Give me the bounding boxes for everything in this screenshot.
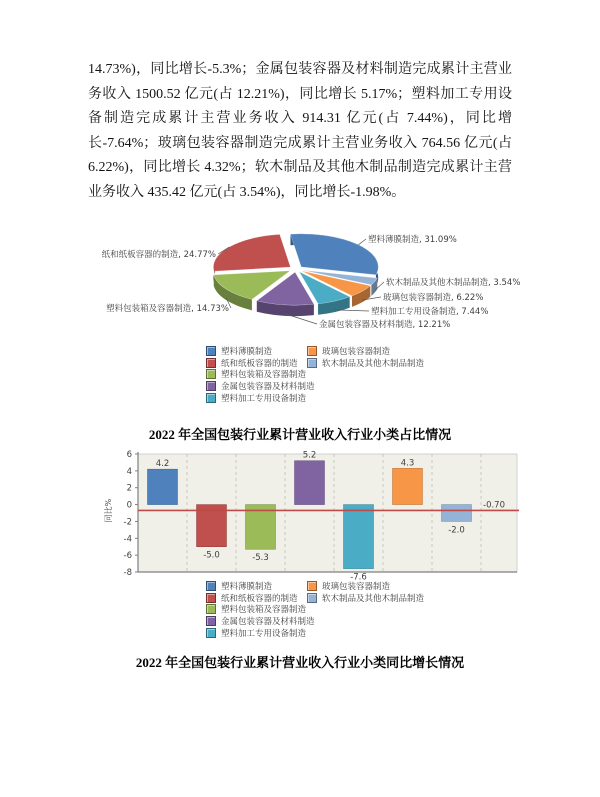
pie-slice (213, 234, 290, 271)
legend-item (206, 392, 315, 404)
y-tick-label: -6 (123, 551, 132, 562)
legend-swatch (206, 628, 216, 638)
y-tick-label: 2 (126, 483, 132, 494)
legend-swatch (206, 393, 216, 403)
legend-swatch (206, 581, 216, 591)
bar-value-label: -2.0 (448, 525, 465, 536)
legend-label: 塑料包装箱及容器制造 (221, 370, 307, 381)
legend-swatch (307, 581, 317, 591)
reference-line-label: -0.70 (483, 500, 505, 511)
legend-item (206, 627, 315, 639)
legend-swatch (307, 593, 317, 603)
pie-chart (85, 212, 540, 347)
legend-swatch (206, 604, 216, 614)
legend-swatch (206, 593, 216, 603)
legend-label: 软木制品及其他木制品制造 (322, 593, 425, 604)
bar-value-label: -5.3 (252, 553, 269, 564)
legend-label: 软木制品及其他木制品制造 (322, 358, 425, 369)
pie-legend-col-1 (206, 345, 315, 403)
bar-chart (100, 446, 520, 586)
legend-label: 金属包装容器及材料制造 (221, 616, 315, 627)
pie-slice-label: 塑料包装箱及容器制造, 14.73% (106, 304, 229, 314)
legend-swatch (206, 358, 216, 368)
bar (148, 469, 178, 504)
legend-item (307, 357, 424, 369)
legend-label: 塑料包装箱及容器制造 (221, 605, 307, 616)
pie-chart-caption: 2022 年全国包装行业累计营业收入行业小类占比情况 (148, 427, 452, 442)
legend-item (307, 580, 424, 592)
pie-slice-label: 塑料薄膜制造, 31.09% (368, 235, 457, 245)
legend-item (206, 345, 315, 357)
legend-label: 纸和纸板容器的制造 (221, 593, 298, 604)
pie-slice-label: 塑料加工专用设备制造, 7.44% (371, 307, 489, 317)
pie-slice-label: 软木制品及其他木制品制造, 3.54% (386, 278, 521, 288)
body-paragraph: 14.73%)，同比增长-5.3%；金属包装容器及材料制造完成累计主营业务收入 1500.52 亿元(占 12.21%)，同比增长 5.17%；塑料加工专用设备制造完成累计主营业务收入 914.31 亿元(占 7.44%)，同比增长-7.64%；玻璃包装容器制造完成累计主营业务收入 764.56 亿元(占 6.22%)，同比增长 4.32%；软木制品及其他木制品制造完成累计主营业务收入 435.42 亿元(占 3.54%)，同比增长-1.98%。 (88, 62, 512, 200)
y-tick-label: 4 (126, 466, 132, 477)
pie-label-leader (358, 239, 366, 245)
legend-label: 塑料加工专用设备制造 (221, 393, 307, 404)
pie-slice-label: 纸和纸板容器的制造, 24.77% (101, 250, 216, 260)
y-tick-label: 6 (126, 450, 132, 460)
y-axis-title: 同比% (104, 498, 113, 523)
bar (442, 505, 472, 522)
bar (246, 505, 276, 550)
legend-swatch (307, 346, 317, 356)
bar-value-label: 4.2 (155, 459, 170, 470)
legend-item (206, 592, 315, 604)
legend-item (206, 615, 315, 627)
bar-value-label: 5.2 (302, 450, 317, 461)
legend-swatch (206, 616, 216, 626)
bar-chart-caption: 2022 年全国包装行业累计营业收入行业小类同比增长情况 (135, 655, 465, 670)
legend-swatch (206, 381, 216, 391)
legend-item (206, 603, 315, 615)
bar-legend-col-2 (307, 580, 424, 603)
legend-label: 塑料加工专用设备制造 (221, 628, 307, 639)
legend-swatch (307, 358, 317, 368)
bar-value-label: -5.0 (203, 550, 220, 561)
bar (393, 468, 423, 504)
bar-value-label: -7.6 (350, 572, 367, 583)
legend-item (206, 357, 315, 369)
pie-legend-col-2 (307, 345, 424, 368)
y-tick-label: -4 (123, 534, 132, 545)
bar-value-label: 4.3 (400, 458, 415, 469)
pie-slice-label: 金属包装容器及材料制造, 12.21% (319, 320, 451, 330)
y-tick-label: 0 (126, 500, 132, 511)
legend-label: 玻璃包装容器制造 (322, 346, 391, 357)
bar (295, 461, 325, 505)
legend-item (307, 592, 424, 604)
y-tick-label: -8 (123, 568, 132, 578)
legend-swatch (206, 369, 216, 379)
legend-label: 纸和纸板容器的制造 (221, 358, 298, 369)
pie-slice-label: 玻璃包装容器制造, 6.22% (383, 293, 484, 303)
legend-item (206, 368, 315, 380)
legend-label: 塑料薄膜制造 (221, 346, 273, 357)
legend-label: 金属包装容器及材料制造 (221, 381, 315, 392)
legend-label: 塑料薄膜制造 (221, 581, 273, 592)
bar (344, 505, 374, 569)
legend-label: 玻璃包装容器制造 (322, 581, 391, 592)
bar-legend-col-1 (206, 580, 315, 638)
legend-swatch (206, 346, 216, 356)
legend-item (307, 345, 424, 357)
y-tick-label: -2 (123, 517, 132, 528)
legend-item (206, 380, 315, 392)
legend-item (206, 580, 315, 592)
